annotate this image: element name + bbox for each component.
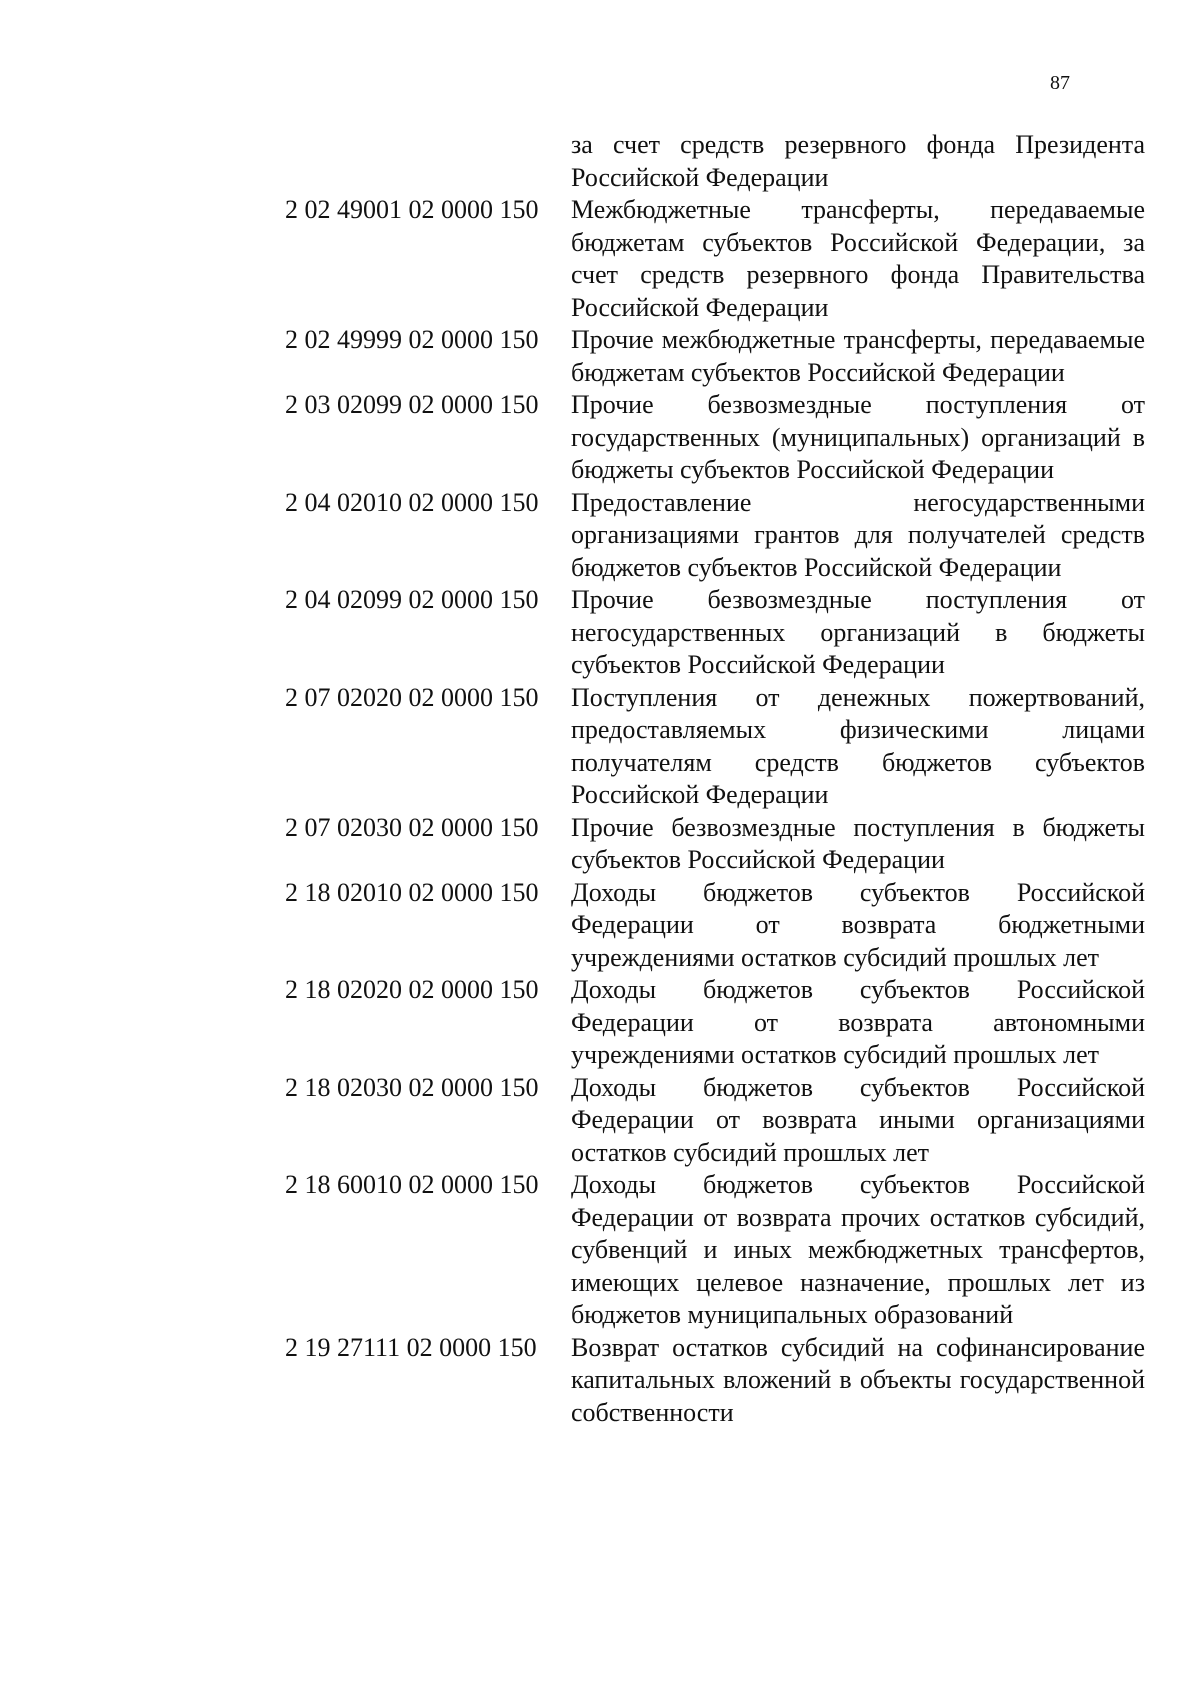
list-item <box>285 129 1145 194</box>
code-description: Прочие безвозмездные поступления от негосударственных организаций в бюджеты субъектов Российской Федерации <box>571 585 1145 679</box>
list-item <box>285 682 1145 812</box>
list-item <box>285 389 1145 487</box>
budget-code: 2 02 49001 02 0000 150 <box>285 195 539 224</box>
code-description: Доходы бюджетов субъектов Российской Федерации от возврата иными организациями остатков субсидий прошлых лет <box>571 1072 1145 1167</box>
list-item <box>285 584 1145 682</box>
list-item <box>285 877 1145 975</box>
code-description: за счет средств резервного фонда Президента Российской Федерации <box>571 130 1145 192</box>
code-description: Прочие безвозмездные поступления от государственных (муниципальных) организаций в бюджеты субъектов Российской Федерации <box>571 390 1145 484</box>
code-description: Возврат остатков субсидий на софинансирование капитальных вложений в объекты государственной собственности <box>571 1332 1145 1427</box>
budget-code: 2 18 02020 02 0000 150 <box>285 975 539 1004</box>
code-description: Межбюджетные трансферты, передаваемые бюджетам субъектов Российской Федерации, за счет средств резервного фонда Правительства Российской Федерации <box>571 195 1145 322</box>
page-number: 87 <box>1050 72 1070 94</box>
code-description: Доходы бюджетов субъектов Российской Федерации от возврата автономными учреждениями остатков субсидий прошлых лет <box>571 975 1145 1069</box>
code-description: Доходы бюджетов субъектов Российской Федерации от возврата прочих остатков субсидий, субвенций и иных межбюджетных трансфертов, имеющих целевое назначение, прошлых лет из бюджетов муниципальных образований <box>571 1170 1145 1329</box>
list-item <box>285 1072 1145 1170</box>
budget-code: 2 04 02099 02 0000 150 <box>285 585 539 614</box>
code-description: Поступления от денежных пожертвований, предоставляемых физическими лицами получателям средств бюджетов субъектов Российской Федерации <box>571 682 1145 809</box>
budget-code: 2 18 02030 02 0000 150 <box>285 1072 539 1102</box>
list-item <box>285 1332 1145 1430</box>
code-description: Доходы бюджетов субъектов Российской Федерации от возврата бюджетными учреждениями остатков субсидий прошлых лет <box>571 877 1145 972</box>
list-item <box>285 974 1145 1072</box>
budget-code: 2 19 27111 02 0000 150 <box>285 1332 537 1362</box>
list-item <box>285 812 1145 877</box>
code-description: Прочие межбюджетные трансферты, передаваемые бюджетам субъектов Российской Федерации <box>571 325 1145 387</box>
list-item <box>285 324 1145 389</box>
list-item <box>285 194 1145 324</box>
budget-code: 2 07 02020 02 0000 150 <box>285 682 539 712</box>
list-item <box>285 1169 1145 1332</box>
revenue-code-list <box>285 129 1145 1429</box>
code-description: Предоставление негосударственными организациями грантов для получателей средств бюджетов субъектов Российской Федерации <box>571 487 1145 582</box>
budget-code: 2 04 02010 02 0000 150 <box>285 487 539 517</box>
budget-code: 2 07 02030 02 0000 150 <box>285 812 539 842</box>
budget-code: 2 03 02099 02 0000 150 <box>285 390 539 419</box>
budget-code: 2 02 49999 02 0000 150 <box>285 325 539 354</box>
budget-code: 2 18 60010 02 0000 150 <box>285 1170 539 1199</box>
code-description: Прочие безвозмездные поступления в бюджеты субъектов Российской Федерации <box>571 812 1145 874</box>
budget-code: 2 18 02010 02 0000 150 <box>285 877 539 907</box>
list-item <box>285 487 1145 585</box>
